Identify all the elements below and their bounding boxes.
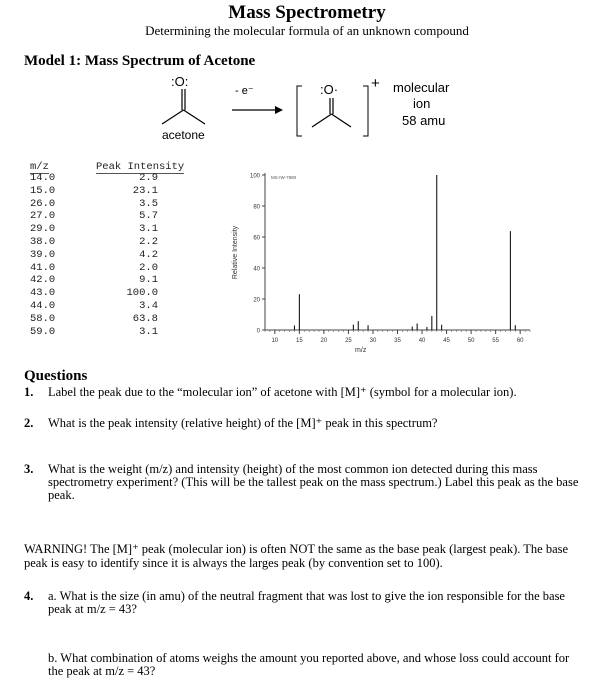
y-tick-label: 100 [249, 173, 260, 180]
table-cell-intensity: 3.5 [139, 197, 158, 210]
table-cell-mz: 42.0 [30, 274, 56, 287]
reaction-scheme [140, 72, 460, 147]
x-tick-label: 50 [467, 338, 475, 344]
left-bracket [297, 86, 302, 136]
ion-mass: 58 amu [402, 113, 446, 128]
table-cell-intensity: 4.2 [139, 248, 158, 261]
question-4a-text: a. What is the size (in amu) of the neutral fragment that was lost to give the ion responsible for the base peak at m/z = 43? [48, 589, 565, 616]
table-cell-intensity: 3.1 [139, 325, 158, 338]
electron-loss-label: - e⁻ [235, 85, 254, 97]
x-tick-label: 55 [492, 338, 499, 344]
table-cell-mz: 27.0 [30, 210, 56, 223]
acetone-oxygen: :O: [171, 74, 189, 89]
x-tick-label: 30 [369, 338, 377, 344]
mass-spectrum-chart [225, 160, 545, 360]
y-axis-label: Relative Intensity [232, 225, 239, 280]
y-tick-label: 60 [253, 235, 260, 242]
y-tick-label: 0 [256, 328, 260, 335]
table-cell-intensity: 2.0 [139, 261, 158, 274]
warning-text: WARNING! The [M]⁺ peak (molecular ion) is often NOT the same as the base peak (largest peak). The base peak is easy to identify since it is always the larges peak (by convention set to 100). [24, 542, 569, 570]
table-cell-mz: 14.0 [30, 172, 56, 184]
x-tick-label: 20 [320, 338, 328, 344]
x-tick-label: 35 [394, 338, 401, 344]
ion-oxygen: :O· [320, 82, 339, 97]
ion-label-ion: ion [413, 96, 431, 111]
question-number: 3. [24, 462, 34, 476]
data-table [0, 173, 200, 343]
x-tick-label: 15 [296, 338, 303, 344]
question-4b-text: b. What combination of atoms weighs the amount you reported above, and whose loss could account for the peak at m/z = 43? [48, 651, 570, 678]
table-header-mz: m/z [30, 161, 49, 173]
x-tick-label: 10 [271, 338, 279, 344]
table-cell-intensity: 9.1 [139, 274, 158, 287]
table-cell-mz: 39.0 [30, 248, 56, 261]
ion-label-molecular: molecular [393, 80, 450, 95]
table-cell-mz: 41.0 [30, 261, 56, 274]
question-4 [24, 590, 604, 686]
question-text: What is the peak intensity (relative height) of the [M]⁺ peak in this spectrum? [48, 416, 438, 430]
table-cell-mz: 59.0 [30, 325, 56, 338]
acetone-label: acetone [162, 128, 205, 142]
table-cell-intensity: 5.7 [139, 210, 158, 223]
table-cell-intensity: 3.4 [139, 300, 158, 312]
y-tick-label: 40 [253, 266, 260, 273]
y-tick-label: 80 [253, 204, 260, 211]
table-cell-intensity: 63.8 [132, 312, 158, 325]
page-subtitle: Determining the molecular formula of an unknown compound [145, 23, 469, 38]
table-cell-intensity: 2.9 [139, 172, 158, 184]
question-number: 2. [24, 416, 34, 430]
chart-annotation: MS-IW-7880 [271, 175, 297, 180]
questions-heading: Questions [24, 368, 88, 384]
table-cell-mz: 15.0 [30, 184, 56, 197]
y-tick-label: 20 [253, 297, 260, 304]
table-header-intensity: Peak Intensity [96, 161, 185, 173]
table-cell-intensity: 2.2 [139, 236, 158, 248]
x-tick-label: 40 [418, 338, 426, 344]
table-cell-intensity: 100.0 [126, 287, 158, 300]
page-title: Mass Spectrometry [228, 2, 386, 23]
question-number: 1. [24, 385, 34, 399]
table-cell-mz: 58.0 [30, 312, 56, 325]
x-tick-label: 25 [345, 338, 352, 344]
table-cell-intensity: 3.1 [139, 223, 158, 236]
model-title: Model 1: Mass Spectrum of Acetone [24, 53, 256, 69]
x-tick-label: 60 [516, 338, 524, 344]
question-2 [24, 417, 604, 433]
x-axis-label: m/z [355, 347, 367, 354]
table-cell-mz: 26.0 [30, 197, 56, 210]
x-tick-label: 45 [443, 338, 450, 344]
question-1 [24, 386, 604, 402]
table-cell-intensity: 23.1 [132, 184, 158, 197]
question-number: 4. [24, 589, 34, 603]
table-cell-mz: 38.0 [30, 236, 56, 248]
table-cell-mz: 44.0 [30, 300, 56, 312]
table-cell-mz: 43.0 [30, 287, 56, 300]
right-bracket [363, 86, 368, 136]
ion-charge: + [371, 75, 380, 92]
question-text: Label the peak due to the “molecular ion” of acetone with [M]⁺ (symbol for a molecular ion). [48, 385, 517, 399]
table-cell-mz: 29.0 [30, 223, 56, 236]
question-text: What is the weight (m/z) and intensity (height) of the most common ion detected during this mass spectrometry experiment? (This will be the tallest peak on the mass spectrum.) Label this peak as the base peak. [48, 462, 579, 502]
question-3 [24, 463, 604, 507]
